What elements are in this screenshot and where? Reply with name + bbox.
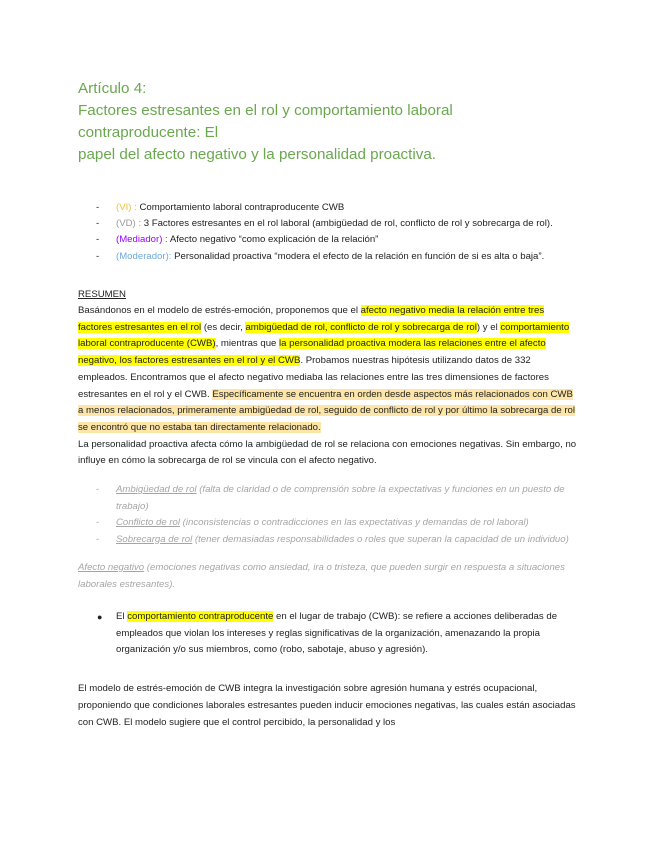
- resumen-paragraph-1: [78, 303, 578, 437]
- variable-vi: [78, 200, 578, 216]
- list-dash: -: [96, 533, 100, 545]
- afecto-negativo-definition: [78, 560, 578, 593]
- resumen-text: ) y el: [476, 321, 501, 333]
- article-title: [78, 100, 578, 166]
- definition-desc: (inconsistencias o contradicciones en las expectativas y demandas de rol laboral): [180, 517, 529, 529]
- highlight: la personalidad proactiva modera las relaciones entre el afecto negativo, los factores estresantes en el rol y el CWB: [78, 338, 546, 367]
- variable-text: Afecto negativo “como explicación de la relación”: [167, 234, 379, 246]
- variable-text: Comportamiento laboral contraproducente CWB: [136, 202, 345, 213]
- bullet-text: en el lugar de trabajo (CWB): se refiere a acciones deliberadas de empleados que violan los intereses y reglas significativas de la organización, amenazando la propia organización y/o sus miembros, como (robo, sabotaje, abuso y agresión).: [116, 611, 558, 656]
- highlight-orange: Específicamente se encuentra en orden desde aspectos más relacionados con CWB a menos relacionados, primeramente ambigüedad de rol, seguido de conflicto de rol y por último la sobrecarga de rol se encontró que no estaba tan directamente relacionado.: [78, 388, 576, 433]
- list-dash: -: [96, 218, 100, 230]
- document-page: [78, 78, 578, 731]
- definition-conflicto: [78, 515, 578, 532]
- variable-tag-vi: (VI) :: [116, 202, 137, 213]
- resumen-heading: RESUMEN: [78, 288, 126, 300]
- definition-desc: (falta de claridad o de comprensión sobre la expectativas y funciones en un puesto de trabajo): [116, 484, 565, 512]
- variable-vd: [78, 216, 578, 232]
- definition-sobrecarga: [78, 532, 578, 549]
- resumen-paragraph-2: La personalidad proactiva afecta cómo la ambigüedad de rol se relaciona con emociones negativas. Sin embargo, no influye en cómo la sobrecarga de rol se vincula con el afecto negativo.: [78, 438, 577, 467]
- article-title-line2: papel del afecto negativo y la personalidad proactiva.: [78, 146, 436, 163]
- variable-text: Personalidad proactiva “modera el efecto de la relación en función de si es alta o baja”.: [171, 250, 545, 262]
- highlight: ambigüedad de rol, conflicto de rol y sobrecarga de rol: [245, 321, 477, 333]
- highlight: comportamiento laboral contraproducente (CWB): [78, 321, 570, 350]
- definition-desc: (emociones negativas como ansiedad, ira o tristeza, que pueden surgir en respuesta a situaciones laborales estresantes).: [78, 562, 565, 590]
- title-block: [78, 78, 578, 166]
- resumen-text: (es decir,: [201, 321, 246, 333]
- definition-desc: (tener demasiadas responsabilidades o roles que superan la capacidad de un individuo): [192, 533, 569, 545]
- article-label: Artículo 4:: [78, 80, 147, 97]
- list-dash: -: [96, 484, 100, 496]
- definition-term: Ambigüedad de rol: [116, 484, 197, 496]
- bullet-text: El: [116, 611, 128, 623]
- list-dash: -: [96, 250, 100, 262]
- definition-ambiguedad: [78, 482, 578, 515]
- list-dash: -: [96, 234, 100, 246]
- resumen-text: . Probamos nuestras hipótesis utilizando datos de 332 empleados. Encontramos que el afecto negativo mediaba las relaciones entre las tres dimensiones de factores estresantes en el rol y el CWB.: [78, 355, 549, 400]
- article-title-line1: Factores estresantes en el rol y comportamiento laboral contraproducente: El: [78, 102, 453, 141]
- variable-moderador: [78, 249, 578, 265]
- resumen-text: Basándonos en el modelo de estrés-emoción, proponemos que el: [78, 305, 361, 317]
- cwb-bullet-list: [78, 609, 578, 659]
- list-dash: -: [96, 517, 100, 529]
- list-dash: -: [96, 202, 100, 213]
- highlight: afecto negativo media la relación entre tres factores estresantes en el rol: [78, 305, 545, 333]
- variable-tag-moderador: (Moderador):: [116, 250, 172, 262]
- final-paragraph: El modelo de estrés-emoción de CWB integra la investigación sobre agresión humana y estrés ocupacional, proponiendo que condiciones laborales estresantes pueden inducir emociones negativas, las cuales están asociadas con CWB. El modelo sugiere que el control percibido, la personalidad y los: [78, 683, 576, 728]
- cwb-definition: [78, 609, 578, 659]
- definition-term: Conflicto de rol: [116, 517, 180, 529]
- resumen-text: , mientras que: [215, 338, 280, 350]
- definition-term: Sobrecarga de rol: [116, 533, 193, 545]
- highlight: comportamiento contraproducente: [127, 611, 274, 623]
- definitions-list: [78, 482, 578, 548]
- variables-list: [78, 200, 578, 265]
- variable-tag-vd: (VD) :: [116, 218, 142, 230]
- variable-mediador: [78, 232, 578, 248]
- variable-tag-mediador: (Mediador) :: [116, 234, 168, 246]
- variable-text: 3 Factores estresantes en el rol laboral (ambigüedad de rol, conflicto de rol y sobrecarga de rol).: [141, 218, 553, 230]
- definition-term: Afecto negativo: [78, 562, 145, 574]
- bullet-dot-icon: ●: [97, 612, 103, 623]
